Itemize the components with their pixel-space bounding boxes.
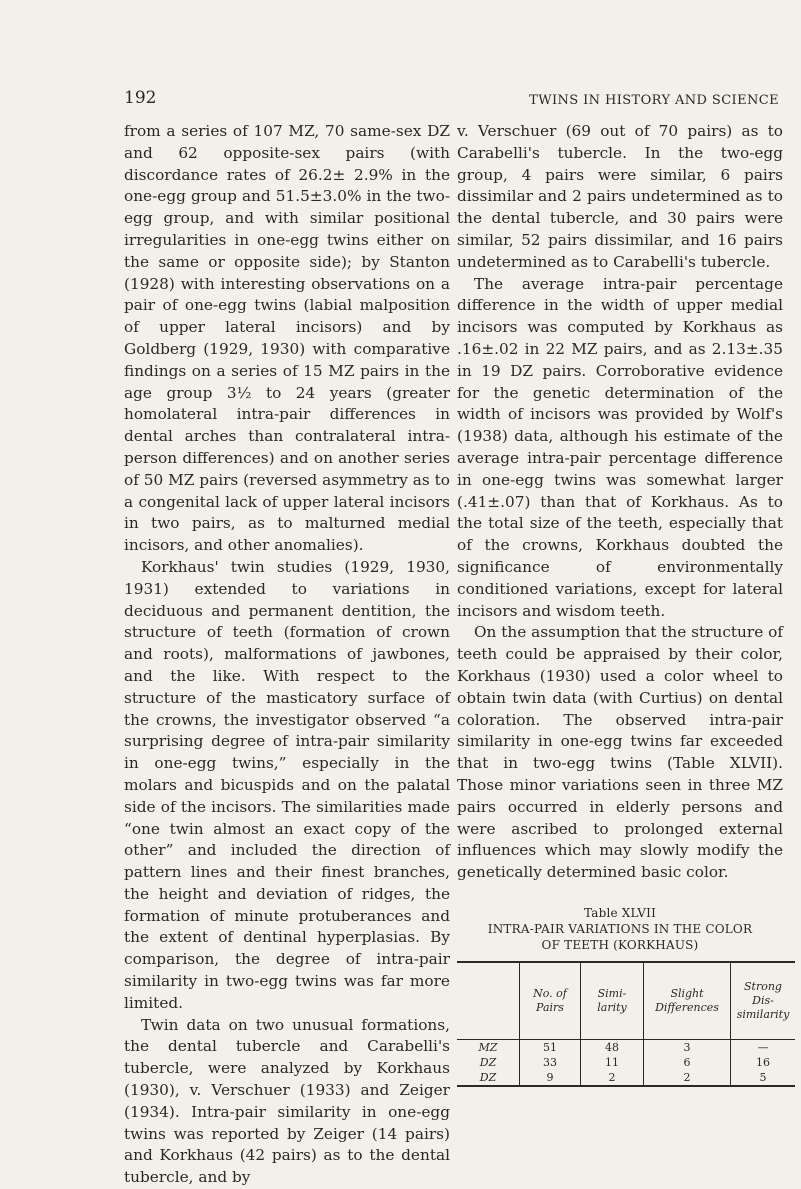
left-column	[124, 121, 450, 1189]
table-cell: MZ	[478, 1040, 498, 1054]
table-row	[457, 1055, 795, 1070]
column-header: No. of Pairs	[520, 962, 581, 1040]
table-title: OF TEETH (KORKHAUS)	[541, 937, 699, 952]
paragraph: Twin data on two unusual formations, the dental tubercle and Carabelli's tubercle, were analyzed by Korkhaus (1930), v. Verschuer (1933) and Zeiger (1934). Intra-pair similarity in one-egg twins was reported by Zeiger (14 pairs) and Korkhaus (42 pairs) as to the dental tubercle, and by	[124, 1015, 450, 1187]
column-header: Strong Dis-similarity	[731, 962, 796, 1040]
table-cell: 33	[520, 1055, 581, 1070]
color-variation-table	[457, 961, 795, 1087]
paragraph: On the assumption that the structure of teeth could be appraised by their color, Korkhaus (1930) used a color wheel to obtain twin data (with Curtius) on dental coloration. The observed intra-pair similarity in one-egg twins far exceeded that in two-egg twins (Table XLVII). Those minor variations seen in three MZ pairs occurred in elderly persons and were ascribed to prolonged external influences which may slowly modify the genetically determined basic color.	[457, 623, 783, 882]
table-header-row	[457, 962, 795, 1040]
table-cell: —	[731, 1039, 796, 1055]
table-row	[457, 1039, 795, 1055]
table-cell: 3	[644, 1039, 731, 1055]
table-cell: 48	[581, 1039, 644, 1055]
table-cell: 2	[644, 1070, 731, 1086]
page-number: 192	[124, 88, 157, 108]
paragraph: The average intra-pair percentage difference in the width of upper medial incisors was computed by Korkhaus as .16±.02 in 22 MZ pairs, and as 2.13±.35 in 19 DZ pairs. Corroborative evidence for the genetic determination of the width of incisors was provided by Wolf's (1938) data, although his estimate of the average intra-pair percentage difference in one-egg twins was somewhat larger (.41±.07) than that of Korkhaus. As to the total size of the teeth, especially that of the crowns, Korkhaus doubted the significance of environmentally conditioned variations, except for lateral incisors and wisdom teeth.	[457, 274, 783, 620]
table-cell: 16	[731, 1055, 796, 1070]
running-title: TWINS IN HISTORY AND SCIENCE	[529, 93, 779, 108]
table-cell: 11	[581, 1055, 644, 1070]
table-cell: DZ	[479, 1070, 497, 1084]
column-header: Slight Differences	[644, 962, 731, 1040]
table-row	[457, 1070, 795, 1086]
paragraph: Korkhaus' twin studies (1929, 1930, 1931) extended to variations in deciduous and permanent dentition, the structure of teeth (formation of crown and roots), malformations of jawbones, and the like. With respect to the structure of the masticatory surface of the crowns, the investigator observed “a surprising degree of intra-pair similarity in one-egg twins,” especially in the molars and bicuspids and on the palatal side of the incisors. The similarities made “one twin almost an exact copy of the other” and included the direction of pattern lines and their finest branches, the height and deviation of ridges, the formation of minute protuberances and the extent of dentinal hyperplasias. By comparison, the degree of intra-pair similarity in two-egg twins was far more limited.	[124, 557, 450, 1012]
table-cell: DZ	[479, 1055, 497, 1069]
table-cell: 2	[581, 1070, 644, 1086]
table-cell: 5	[731, 1070, 796, 1086]
right-column	[457, 121, 790, 1087]
column-header	[457, 962, 520, 1040]
table-caption	[457, 905, 783, 953]
table-title: INTRA-PAIR VARIATIONS IN THE COLOR	[487, 921, 753, 936]
table-cell: 51	[520, 1039, 581, 1055]
table-cell: 9	[520, 1070, 581, 1086]
table-cell: 6	[644, 1055, 731, 1070]
paragraph: v. Verschuer (69 out of 70 pairs) as to Carabelli's tubercle. In the two-egg group, 4 pairs were similar, 6 pairs dissimilar and 2 pairs undetermined as to the dental tubercle, and 30 pairs were similar, 52 pairs dissimilar, and 16 pairs undetermined as to Carabelli's tubercle.	[457, 122, 783, 271]
column-header: Simi-larity	[581, 962, 644, 1040]
paragraph: from a series of 107 MZ, 70 same-sex DZ and 62 opposite-sex pairs (with discordance rates of 26.2± 2.9% in the one-egg group and 51.5±3.0% in the two-egg group, and with similar positional irregularities in one-egg twins either on the same or opposite side); by Stanton (1928) with interesting observations on a pair of one-egg twins (labial malposition of upper lateral incisors) and by Goldberg (1929, 1930) with comparative findings on a series of 15 MZ pairs in the age group 3½ to 24 years (greater homolateral intra-pair differences in dental arches than contralateral intra-person differences) and on another series of 50 MZ pairs (reversed asymmetry as to a congenital lack of upper lateral incisors in two pairs, as to malturned medial incisors, and other anomalies).	[124, 122, 450, 555]
table-label: Table XLVII	[583, 905, 657, 920]
